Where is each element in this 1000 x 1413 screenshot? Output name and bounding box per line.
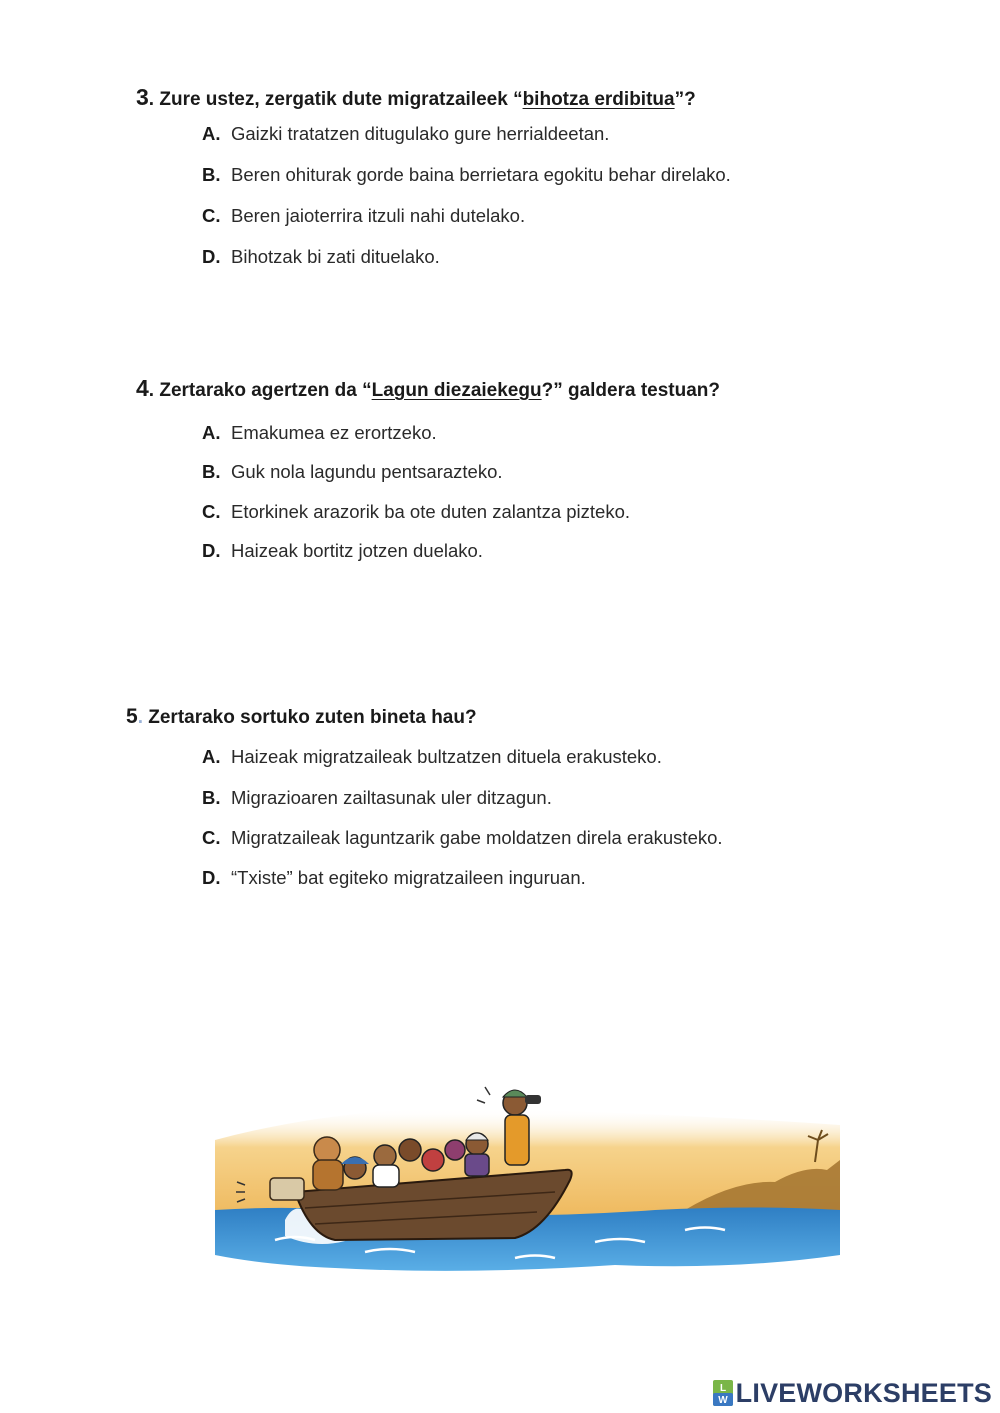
question-5-dot: . — [137, 707, 143, 728]
badge-letter-top: L — [719, 1383, 726, 1394]
question-5-option-a[interactable] — [202, 746, 662, 768]
question-4-number: 4 — [136, 375, 149, 401]
option-letter: C. — [202, 205, 221, 226]
option-text: Haizeak migratzaileak bultzatzen dituela erakusteko. — [231, 746, 662, 767]
liveworksheets-badge-icon — [713, 1380, 733, 1406]
option-letter: B. — [202, 461, 221, 482]
badge-letter-bottom: W — [717, 1395, 728, 1406]
question-3-option-d[interactable] — [202, 246, 440, 268]
liveworksheets-wordmark: LIVEWORKSHEETS — [735, 1377, 992, 1408]
option-text: Gaizki tratatzen ditugulako gure herrialdeetan. — [231, 123, 610, 144]
question-4-text — [159, 380, 720, 401]
option-letter: C. — [202, 501, 221, 522]
boat-illustration — [215, 1070, 840, 1280]
question-4-heading — [136, 375, 720, 402]
option-text: Etorkinek arazorik ba ote duten zalantza pizteko. — [231, 501, 631, 522]
option-letter: D. — [202, 246, 221, 267]
question-5-option-b[interactable] — [202, 787, 552, 809]
liveworksheets-logo — [713, 1378, 992, 1408]
option-letter: D. — [202, 540, 221, 561]
question-4-option-c[interactable] — [202, 501, 630, 523]
question-3-heading — [136, 84, 696, 111]
question-5-option-d[interactable] — [202, 867, 586, 889]
option-text: Migratzaileak laguntzarik gabe moldatzen direla erakusteko. — [231, 827, 723, 848]
question-3-number: 3 — [136, 84, 149, 110]
question-4-option-a[interactable] — [202, 422, 437, 444]
option-letter: A. — [202, 746, 221, 767]
question-4-prefix: Zertarako agertzen da “ — [159, 380, 372, 401]
question-5-option-c[interactable] — [202, 827, 723, 849]
question-4-option-b[interactable] — [202, 461, 503, 483]
question-5-heading — [126, 705, 477, 729]
option-text: “Txiste” bat egiteko migratzaileen inguruan. — [231, 867, 586, 888]
option-text: Beren ohiturak gorde baina berrietara egokitu behar direlako. — [231, 164, 731, 185]
question-4-suffix: ?” galdera testuan? — [541, 380, 721, 401]
question-4-dot: . — [148, 380, 155, 401]
option-text: Guk nola lagundu pentsarazteko. — [231, 461, 503, 482]
question-3-text — [159, 89, 695, 110]
question-3-underlined: bihotza erdibitua — [522, 89, 675, 110]
option-text: Beren jaioterrira itzuli nahi dutelako. — [231, 205, 526, 226]
question-3-prefix: Zure ustez, zergatik dute migratzaileek “ — [159, 89, 523, 110]
option-text: Haizeak bortitz jotzen duelako. — [231, 540, 483, 561]
question-4-option-d[interactable] — [202, 540, 483, 562]
question-3-dot: . — [148, 89, 155, 110]
option-letter: A. — [202, 422, 221, 443]
option-text: Migrazioaren zailtasunak uler ditzagun. — [231, 787, 552, 808]
option-letter: A. — [202, 123, 221, 144]
question-3-option-a[interactable] — [202, 123, 609, 145]
option-letter: D. — [202, 867, 221, 888]
question-3-option-b[interactable] — [202, 164, 731, 186]
option-letter: C. — [202, 827, 221, 848]
question-5-prefix: Zertarako sortuko zuten bineta hau? — [148, 707, 477, 728]
option-letter: B. — [202, 164, 221, 185]
question-5-text — [148, 707, 476, 728]
option-letter: B. — [202, 787, 221, 808]
option-text: Bihotzak bi zati dituelako. — [231, 246, 440, 267]
question-4-underlined: Lagun diezaiekegu — [371, 380, 542, 401]
option-text: Emakumea ez erortzeko. — [231, 422, 437, 443]
question-3-option-c[interactable] — [202, 205, 525, 227]
motor — [270, 1178, 304, 1200]
question-3-suffix: ”? — [674, 89, 696, 110]
question-5-number: 5 — [126, 705, 138, 728]
